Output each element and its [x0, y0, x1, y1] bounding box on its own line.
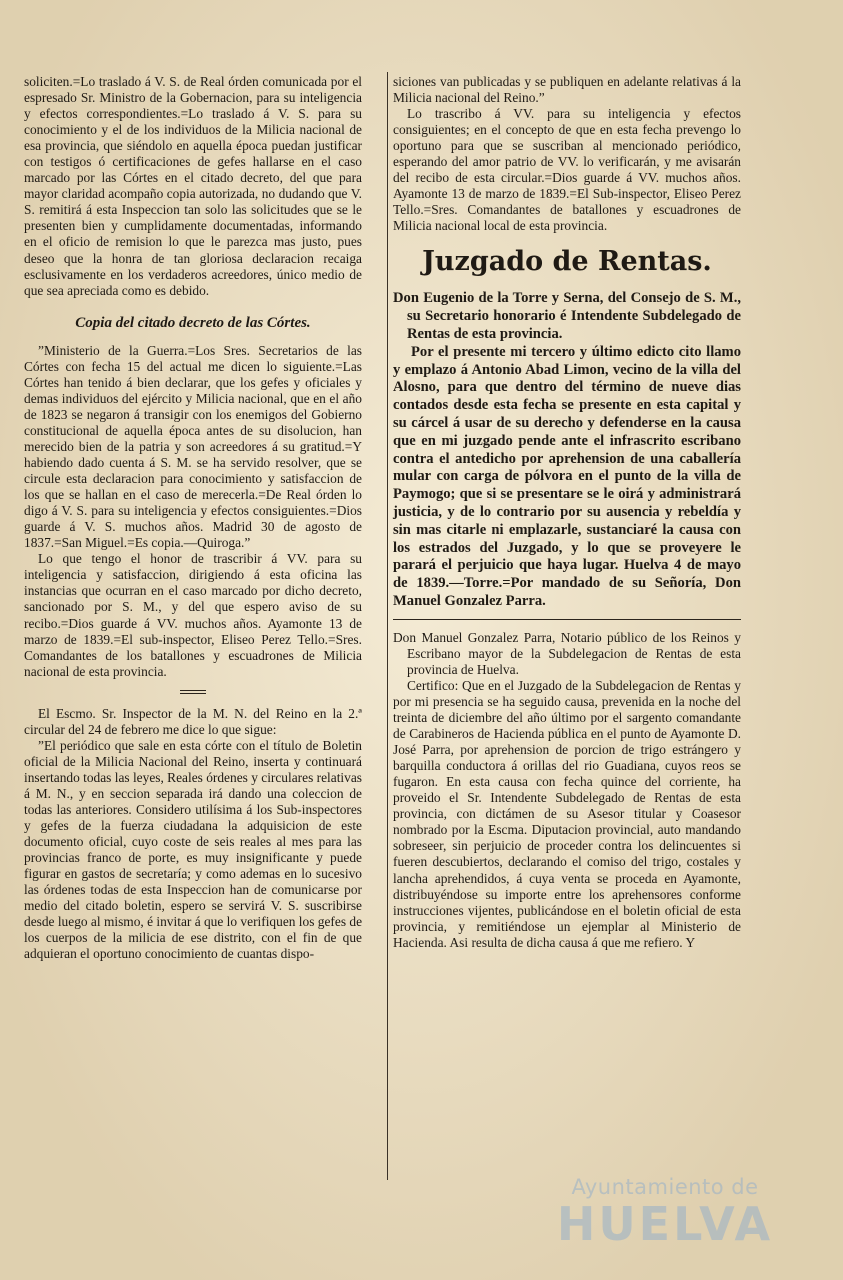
column-divider [387, 72, 388, 1180]
archive-watermark [535, 1175, 795, 1265]
watermark-line1: Ayuntamiento de [571, 1175, 759, 1199]
decree-paragraph: ”Ministerio de la Guerra.=Los Sres. Secretarios de las Córtes con fecha 15 del actual me dicen lo siguiente.=Las Córtes han tenido á bien declarar, que los gefes y oficiales y demas individuos del ejército y Milicia nacional, que en el año de 1823 se negaron á transigir con los enemigos del Gobierno constitucional de aquella época antes de su disolucion, han merecido bien de la patria y son acreedores á su gratitud.=Y habiendo dado cuenta á S. M. se ha servido resolver, que se circule esta declaracion para conocimiento y satisfaccion de los que se hallan en el caso de merecerla.=De Real órden lo digo á V. S. para su inteligencia y efectos consiguientes.=Dios guarde á V. S. muchos años. Madrid 30 de agosto de 1837.=San Miguel.=Es copia.—Quiroga.” [24, 342, 362, 551]
intro-paragraph: soliciten.=Lo traslado á V. S. de Real órden comunicada por el espresado Sr. Ministro de la Gobernacion, para su inteligencia y efectos correspondientes.=Lo traslado á V. S. para su conocimiento y el de los individuos de la Milicia nacional de esa provincia, que siéndolo en aquella época puedan justificar con testigos ó certificaciones de gefes hallarse en el caso marcado por las Córtes en el citado decreto, del que para mayor claridad acompaño copia autorizada, no dudando que V. S. remitirá á esta Inspeccion tan solo las solicitudes que se le presenten bien y cumplidamente documentadas, informando en el oficio de remision lo que le parezca mas justo, pues deseo que la honra de tan gloriosa declaracion recaiga esclusivamente en los verdaderos acreedores, único medio de que sea apreciada como es debido. [24, 74, 362, 298]
transfer-paragraph: Lo que tengo el honor de trascribir á VV. para su inteligencia y satisfaccion, dirigiendo á esta oficina las instancias que ocurran en el caso marcado por dicho decreto, sancionado por S. M., y del que espero aviso de su recibo.=Dios guarde á VV. muchos años. Ayamonte 13 de marzo de 1839.=El sub-inspector, Eliseo Perez Tello.=Sres. Comandantes de los batallones y escuadrones de Milicia nacional de esta provincia. [24, 551, 362, 679]
section-rule [393, 619, 741, 620]
don-manuel-paragraph: Don Manuel Gonzalez Parra, Notario público de los Reinos y Escribano mayor de la Subdelegacion de Rentas de esta provincia de Huelva. [393, 629, 741, 677]
separator-ornament [24, 684, 362, 700]
certifico-paragraph: Certifico: Que en el Juzgado de la Subdelegacion de Rentas y por mi presencia se ha seguido causa, prevenida en la noche del treinta de diciembre del año último por el sargento comandante de Carabineros de Hacienda pública en el punto de Ayamonte D. José Parra, por aprehension de porcion de trigo estrángero y barquilla conductora á orillas del rio Guadiana, cuyos reos se fugaron. En esta causa con fecha quince del corriente, ha proveido el Sr. Intendente Subdelegado de Rentas de esta provincia, con dictámen de su Asesor titular y Coasesor nombrado por la Escma. Diputacion provincial, auto mandando sobreseer, sin perjuicio de proceder contra los delincuentes si fueren descubiertos, declarando el comiso del trigo, costales y lancha aprehendidos, á cuya venta se proceda en Ayamonte, distribuyéndose su importe entre los aprehensores conforme instrucciones vijentes, publicándose en el boletin oficial de esta provincia, y remitiéndose un ejemplar al Ministerio de Hacienda. Asi resulta de dicha causa á que me refiero. Y [393, 677, 741, 950]
left-column [24, 74, 362, 962]
edicto-paragraph: Por el presente mi tercero y último edicto cito llamo y emplazo á Antonio Abad Limon, vecino de la villa del Alosno, para que dentro del término de nueve dias contados desde esta fecha se presente en esta capital y su cárcel á usar de su derecho y defenderse en la causa que en mi juzgado pende ante el infrascrito escribano contra el antedicho por aprehension de una caballería mular con carga de pólvora en el punto de la villa de Paymogo; que si se presentare se le oirá y administrará justicia, y de lo contrario por su ausencia y rebeldía y sin mas citarle ni emplazarle, sustanciaré la causa con los estrados del Juzgado, y lo que se proveyere le parará el perjuicio que haya lugar. Huelva 4 de mayo de 1839.—Torre.=Por mandado de su Señoría, Don Manuel Gonzalez Parra. [393, 343, 741, 610]
edict-block [393, 290, 741, 610]
circular-paragraph: El Escmo. Sr. Inspector de la M. N. del Reino en la 2.ª circular del 24 de febrero me dice lo que sigue: [24, 705, 362, 737]
periodico-paragraph: ”El periódico que sale en esta córte con el título de Boletin oficial de la Milicia Nacional del Reino, inserta y continuará insertando todas las leyes, Reales órdenes y circulares relativas á M. N., y en seccion separada irá dando una coleccion de todas las anteriores. Considero utilísima á los Sub-inspectores y gefes de la fuerza ciudadana la adquisicion de este documento oficial, cuyo coste de seis reales al mes para las provincias franco de porte, es muy insignificante y puede figurar en gastos de secretaría; y como ademas en lo sucesivo las órdenes todas de esta Inspeccion han de comunicarse por medio del citado boletin, espero se servirá V. S. suscribirse desde luego al mismo, é invitar á que lo verifiquen los gefes de los cuerpos de la milicia de ese distrito, con el fin de que adquieran el oportuno conocimiento de cuantas dispo- [24, 737, 363, 962]
watermark-line2: HUELVA [556, 1197, 774, 1251]
don-eugenio-paragraph: Don Eugenio de la Torre y Serna, del Consejo de S. M., su Secretario honorario é Intendente Subdelegado de Rentas de esta provincia. [393, 290, 741, 343]
section-title: Juzgado de Rentas. [422, 246, 712, 278]
right-column [393, 74, 741, 951]
continuation-paragraph: siciones van publicadas y se publiquen en adelante relativas á la Milicia nacional del Reino.” [393, 74, 741, 106]
copy-heading: Copia del citado decreto de las Córtes. [75, 314, 311, 331]
trascribo-paragraph: Lo trascribo á VV. para su inteligencia y efectos consiguientes; en el concepto de que en esta fecha prevengo lo oportuno para que se suscriban al mencionado periódico, esperando del amor patrio de VV. lo verificarán, y me avisarán del recibo de esta circular.=Dios guarde á VV. muchos años. Ayamonte 13 de marzo de 1839.=El Sub-inspector, Eliseo Perez Tello.=Sres. Comandantes de batallones y escuadrones de Milicia nacional local de esta provincia. [393, 106, 741, 234]
